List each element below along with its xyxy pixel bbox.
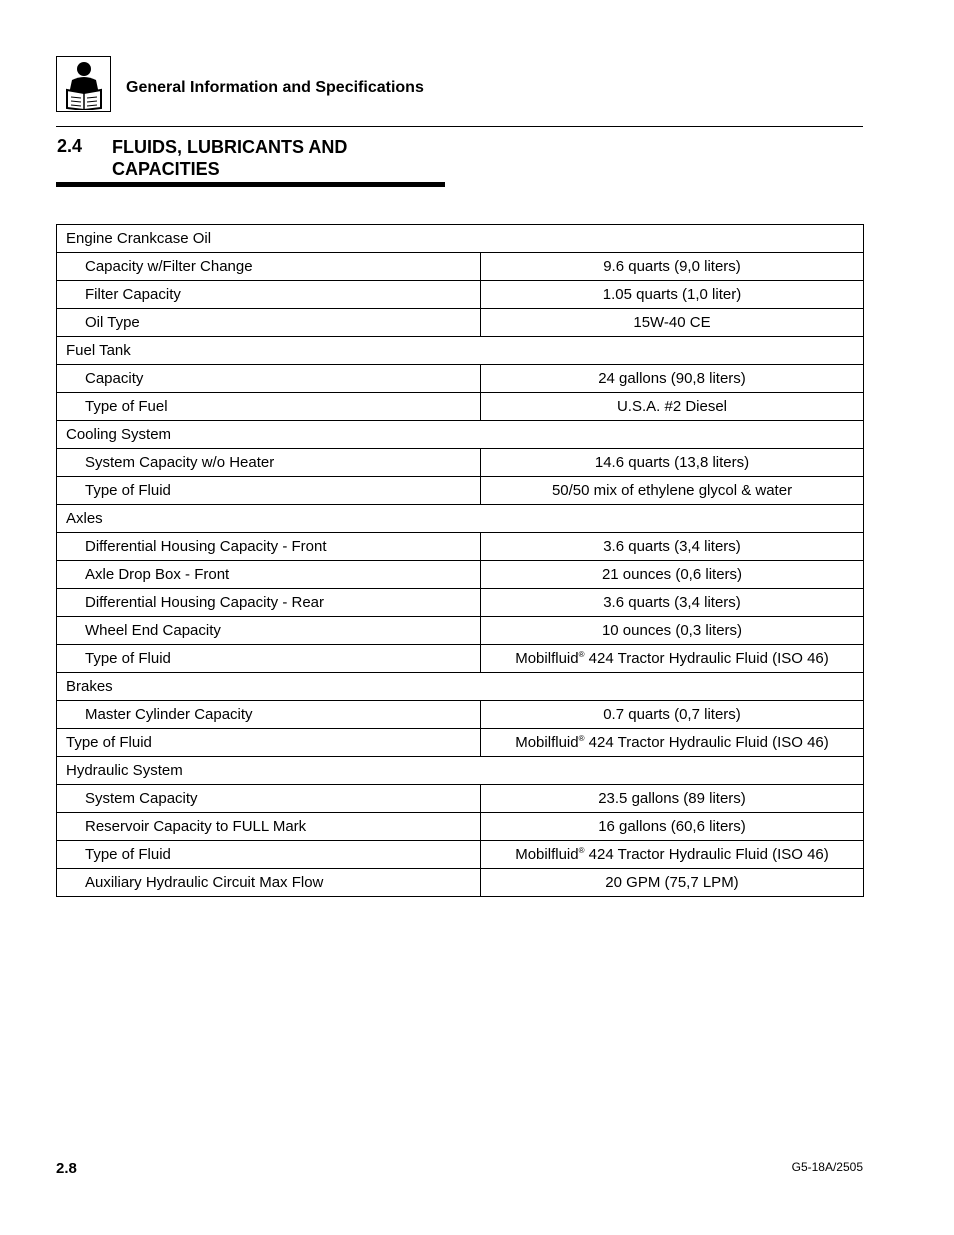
page-header-title: General Information and Specifications [126,79,424,96]
group-label: Hydraulic System [57,757,864,785]
registered-mark: ® [578,650,585,659]
spec-value: 50/50 mix of ethylene glycol & water [481,477,864,505]
operator-reading-manual-icon [63,60,105,110]
table-row [57,869,864,897]
spec-value: U.S.A. #2 Diesel [481,393,864,421]
spec-value-brand: Mobilfluid [515,734,579,751]
spec-label: Oil Type [57,309,481,337]
table-row [57,617,864,645]
table-row [57,813,864,841]
header-divider [56,126,863,127]
table-row [57,561,864,589]
spec-label: Differential Housing Capacity - Front [57,533,481,561]
table-row [57,477,864,505]
spec-value-brand: Mobilfluid [515,650,579,667]
spec-label: Type of Fluid [57,841,481,869]
table-row [57,729,864,757]
table-group-row [57,337,864,365]
table-row [57,365,864,393]
spec-label: System Capacity [57,785,481,813]
table-row [57,589,864,617]
table-row [57,309,864,337]
section-title-line1: FLUIDS, LUBRICANTS AND [112,137,348,157]
section-number: 2.4 [57,136,83,156]
table-row [57,841,864,869]
spec-value [481,729,864,757]
manual-logo [56,56,111,112]
spec-value-rest: 424 Tractor Hydraulic Fluid (ISO 46) [584,650,829,667]
spec-label: Wheel End Capacity [57,617,481,645]
spec-label: Type of Fuel [57,393,481,421]
page-number: 2.8 [56,1160,77,1177]
group-label: Engine Crankcase Oil [57,225,864,253]
registered-mark: ® [578,846,585,855]
table-body [57,225,864,897]
document-code: G5-18A/2505 [791,1160,863,1174]
spec-value: 9.6 quarts (9,0 liters) [481,253,864,281]
spec-value-brand: Mobilfluid [515,846,579,863]
spec-label: Reservoir Capacity to FULL Mark [57,813,481,841]
spec-value-rest: 424 Tractor Hydraulic Fluid (ISO 46) [584,846,829,863]
spec-value: 15W-40 CE [481,309,864,337]
table-row [57,449,864,477]
table-group-row [57,225,864,253]
section-title-line2: CAPACITIES [112,159,220,179]
spec-value: 0.7 quarts (0,7 liters) [481,701,864,729]
group-label: Brakes [57,673,864,701]
table-group-row [57,421,864,449]
spec-label: Master Cylinder Capacity [57,701,481,729]
table-row [57,281,864,309]
registered-mark: ® [578,734,585,743]
spec-label: Auxiliary Hydraulic Circuit Max Flow [57,869,481,897]
spec-value: 3.6 quarts (3,4 liters) [481,533,864,561]
group-label: Cooling System [57,421,864,449]
spec-value: 10 ounces (0,3 liters) [481,617,864,645]
spec-label: Type of Fluid [57,477,481,505]
spec-label: Type of Fluid [57,645,481,673]
table-row [57,645,864,673]
spec-label: Differential Housing Capacity - Rear [57,589,481,617]
spec-value: 3.6 quarts (3,4 liters) [481,589,864,617]
spec-value: 14.6 quarts (13,8 liters) [481,449,864,477]
fluids-capacities-table [56,224,864,897]
table-row [57,533,864,561]
spec-value-rest: 424 Tractor Hydraulic Fluid (ISO 46) [584,734,829,751]
spec-label: Filter Capacity [57,281,481,309]
spec-value: 16 gallons (60,6 liters) [481,813,864,841]
spec-value: 20 GPM (75,7 LPM) [481,869,864,897]
spec-value: 23.5 gallons (89 liters) [481,785,864,813]
table-group-row [57,757,864,785]
table-row [57,253,864,281]
spec-value [481,841,864,869]
spec-value: 1.05 quarts (1,0 liter) [481,281,864,309]
group-label: Axles [57,505,864,533]
spec-label: Type of Fluid [57,729,481,757]
table-group-row [57,673,864,701]
spec-label: System Capacity w/o Heater [57,449,481,477]
section-title [112,136,442,180]
spec-value: 21 ounces (0,6 liters) [481,561,864,589]
table-group-row [57,505,864,533]
spec-label: Axle Drop Box - Front [57,561,481,589]
spec-value: 24 gallons (90,8 liters) [481,365,864,393]
spec-label: Capacity w/Filter Change [57,253,481,281]
table-row [57,701,864,729]
section-underline [56,182,445,187]
spec-value [481,645,864,673]
spec-label: Capacity [57,365,481,393]
table-row [57,393,864,421]
table-row [57,785,864,813]
group-label: Fuel Tank [57,337,864,365]
